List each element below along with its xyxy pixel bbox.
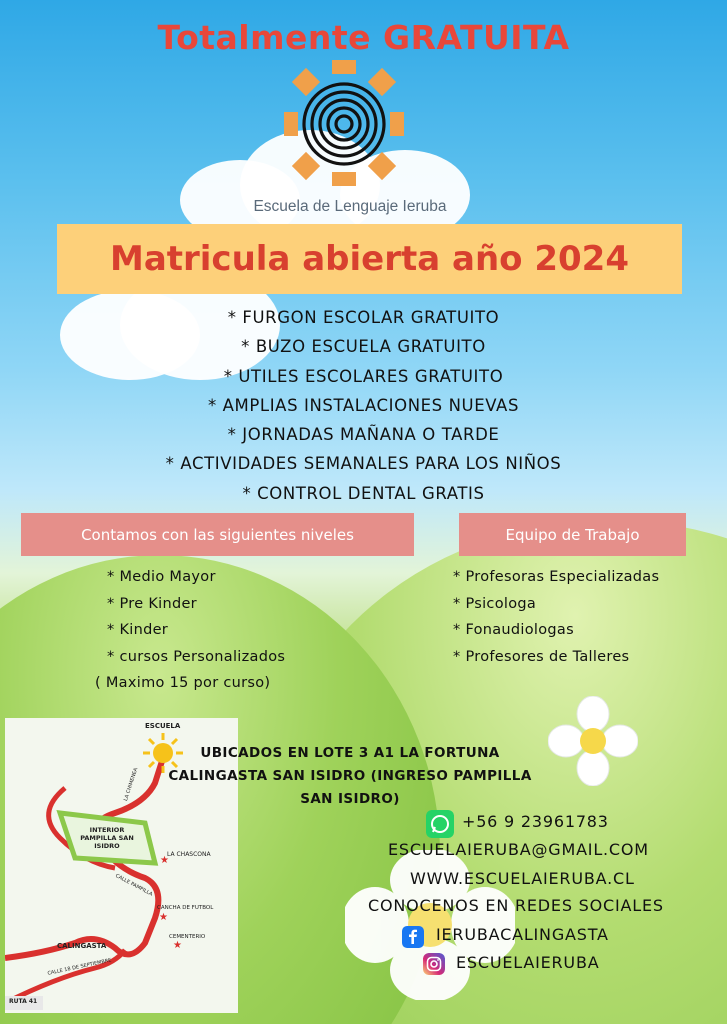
email-address: ESCUELAIERUBA@GMAIL.COM: [388, 840, 649, 859]
benefit-item: * UTILES ESCOLARES GRATUITO: [223, 366, 504, 386]
social-heading: CONOCENOS EN REDES SOCIALES: [368, 896, 664, 915]
benefit-item: * BUZO ESCUELA GRATUITO: [241, 337, 486, 357]
map-label-cancha: CANCHA DE FUTBOL: [157, 905, 214, 911]
team-item: * Fonaudiologas: [453, 622, 574, 638]
facebook-handle: IERUBACALINGASTA: [436, 925, 609, 944]
team-item: * Profesores de Talleres: [453, 648, 630, 665]
level-item: * Medio Mayor: [107, 569, 216, 585]
phone-number: +56 9 23961783: [462, 812, 609, 831]
enrollment-banner: [57, 224, 682, 294]
facebook-icon: [402, 926, 424, 948]
team-item: * Psicologa: [453, 595, 537, 612]
map-label-la-chimenea: LA CHIMENEA: [123, 767, 140, 802]
level-item: * Pre Kinder: [107, 595, 197, 612]
map-label-la-chascona: LA CHASCONA: [167, 851, 211, 858]
banner-text: Matricula abierta año 2024: [109, 239, 629, 279]
benefits-list: [0, 303, 727, 508]
level-note: ( Maximo 15 por curso): [95, 675, 271, 691]
svg-text:★: ★: [160, 855, 169, 866]
levels-heading: Contamos con las siguientes niveles: [81, 525, 354, 544]
svg-text:★: ★: [173, 940, 182, 951]
address-line: UBICADOS EN LOTE 3 A1 LA FORTUNA: [200, 745, 500, 761]
school-name: Escuela de Lenguaje Ieruba: [253, 198, 447, 215]
page-title: Totalmente GRATUITA: [157, 18, 570, 57]
address-line: SAN ISIDRO): [300, 791, 400, 807]
instagram-handle: ESCUELAIERUBA: [456, 953, 600, 972]
address-block: [160, 742, 540, 811]
team-list: [453, 564, 659, 670]
team-item: * Profesoras Especializadas: [453, 569, 660, 585]
instagram-icon: [423, 953, 445, 975]
benefit-item: * CONTROL DENTAL GRATIS: [242, 483, 485, 503]
address-line: CALINGASTA SAN ISIDRO (INGRESO PAMPILLA: [168, 768, 532, 784]
whatsapp-icon: [426, 810, 454, 838]
school-logo-icon: [284, 60, 404, 190]
website-url: WWW.ESCUELAIERUBA.CL: [410, 869, 635, 888]
level-item: * Kinder: [107, 622, 169, 638]
flower-icon: [548, 696, 638, 786]
benefit-item: * ACTIVIDADES SEMANALES PARA LOS NIÑOS: [165, 454, 562, 474]
map-label-cementerio: CEMENTERIO: [169, 934, 206, 940]
benefit-item: * AMPLIAS INSTALACIONES NUEVAS: [207, 395, 520, 415]
map-label-ruta: RUTA 41: [9, 998, 38, 1005]
map-label-calingasta: CALINGASTA: [57, 942, 107, 950]
benefit-item: * FURGON ESCOLAR GRATUITO: [227, 308, 500, 327]
map-label-calle-18: CALLE 18 DE SEPTIEMBRE: [47, 957, 113, 977]
map-label-interior: INTERIOR PAMPILLA SAN ISIDRO: [80, 826, 134, 850]
levels-heading-box: [21, 513, 414, 556]
team-heading: Equipo de Trabajo: [505, 525, 640, 544]
svg-text:★: ★: [159, 912, 168, 923]
team-heading-box: [459, 513, 686, 556]
level-item: * cursos Personalizados: [107, 648, 286, 665]
map-label-escuela: ESCUELA: [145, 722, 181, 730]
levels-list: [95, 564, 286, 697]
benefit-item: * JORNADAS MAÑANA O TARDE: [227, 425, 500, 445]
map-label-calle-pampilla: CALLE PAMPILLA: [114, 873, 154, 898]
